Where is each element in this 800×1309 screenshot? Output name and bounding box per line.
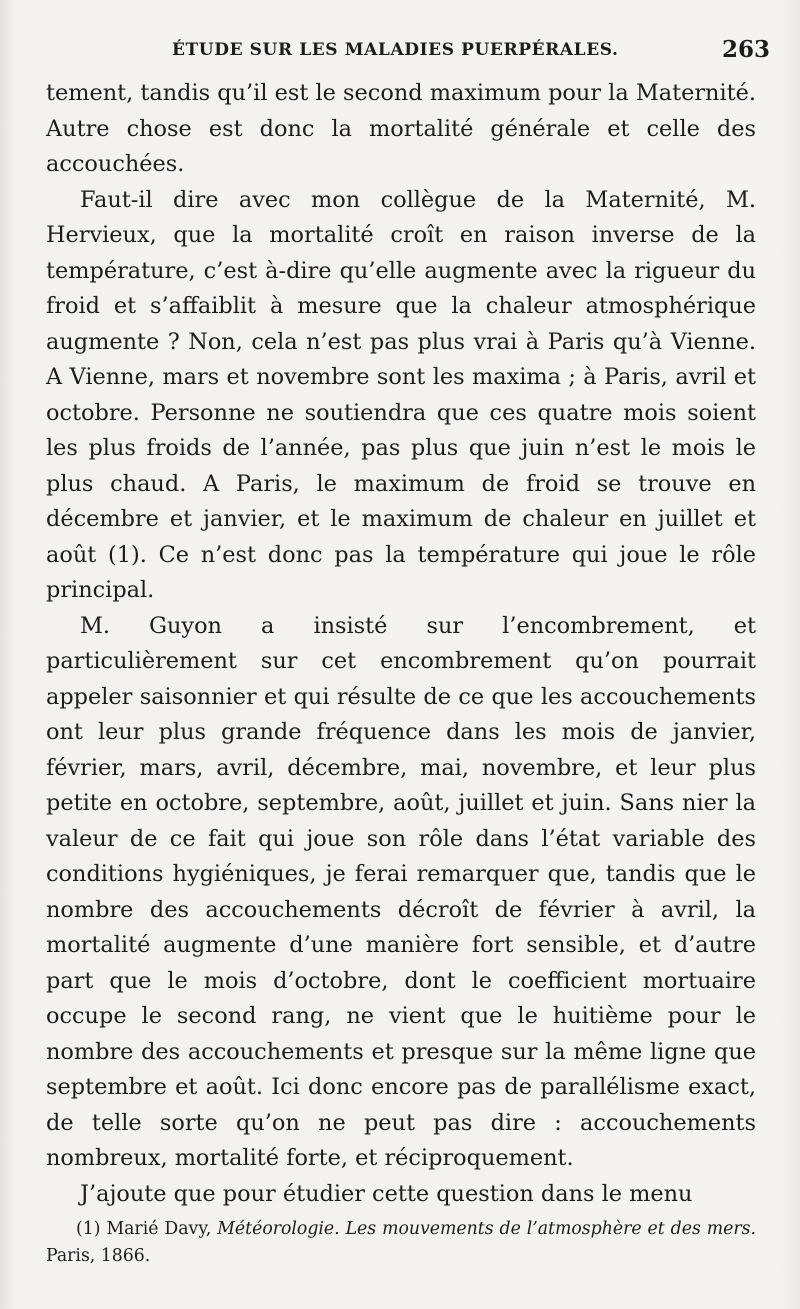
footnote-title: Météorologie. Les mouvements de l’atmosphère et des mers. bbox=[217, 1219, 756, 1239]
paragraph-ajoute: J’ajoute que pour étudier cette question dans le menu bbox=[80, 1180, 693, 1207]
running-title: ÉTUDE SUR LES MALADIES PUERPÉRALES. bbox=[172, 40, 619, 60]
body-text bbox=[46, 76, 756, 1212]
paragraph-encombrement: M. Guyon a insisté sur l’encombrement, et particulièrement sur cet encombrement qu’on pourrait appeler saisonnier et qui résulte de ce que les accouchements ont leur plus grande fréquence dans les mois de janvier, février, mars, avril, décembre, mai, novembre, et leur plus petite en octobre, septembre, août, juillet et juin. Sans nier la valeur de ce fait qui joue son rôle dans l’état variable des conditions hygiéniques, je ferai remarquer que, tandis que le nombre des accouchements décroît de février à avril, la mortalité augmente d’une manière fort sensible, et d’autre part que le mois d’octobre, dont le coefficient mortuaire occupe le second rang, ne vient que le huitième pour le nombre des accouchements et presque sur la même ligne que septembre et août. Ici donc encore pas de parallélisme exact, de telle sorte qu’on ne peut pas dire : accouchements nombreux, mortalité forte, et réciproquement. bbox=[46, 612, 756, 1171]
footnote-author: Marié Davy, bbox=[106, 1219, 212, 1239]
footnote bbox=[46, 1216, 756, 1270]
running-head bbox=[46, 36, 770, 68]
footnote-marker: (1) bbox=[76, 1219, 101, 1239]
page-number: 263 bbox=[721, 36, 770, 63]
footnote-place-year: Paris, 1866. bbox=[46, 1246, 151, 1266]
paragraph-continuation: tement, tandis qu’il est le second maximum pour la Maternité. Autre chose est donc la mortalité générale et celle des accouchées. bbox=[46, 80, 756, 177]
paragraph-temperature: Faut-il dire avec mon collègue de la Maternité, M. Hervieux, que la mortalité croît en raison inverse de la température, c’est à-dire qu’elle augmente avec la rigueur du froid et s’affaiblit à mesure que la chaleur atmosphérique augmente ? Non, cela n’est pas plus vrai à Paris qu’à Vienne. A Vienne, mars et novembre sont les maxima ; à Paris, avril et octobre. Personne ne soutiendra que ces quatre mois soient les plus froids de l’année, pas plus que juin n’est le mois le plus chaud. A Paris, le maximum de froid se trouve en décembre et janvier, et le maximum de chaleur en juillet et août (1). Ce n’est donc pas la température qui joue le rôle principal. bbox=[46, 186, 756, 603]
